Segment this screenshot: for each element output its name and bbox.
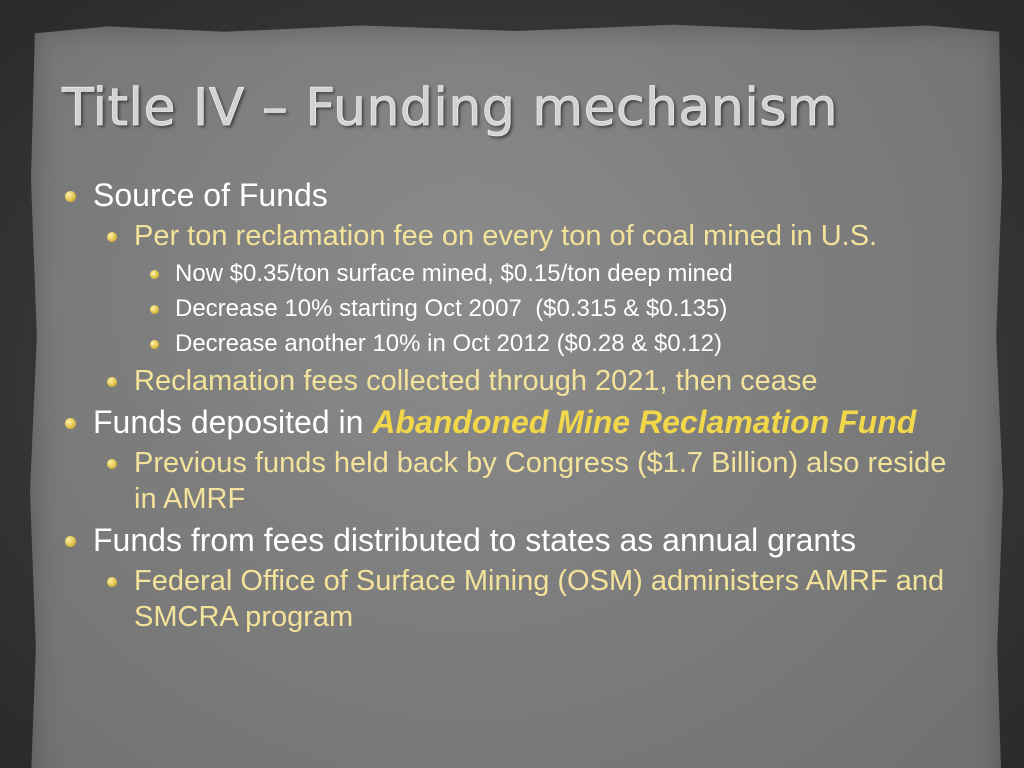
list-item-decrease-2007	[60, 294, 960, 324]
slide-title: Title IV – Funding mechanism	[62, 78, 839, 138]
list-item-text: Per ton reclamation fee on every ton of coal mined in U.S.	[134, 220, 878, 252]
list-item-fees-cease	[60, 363, 960, 399]
list-item-per-ton-fee	[60, 218, 960, 254]
bullet-icon	[107, 377, 117, 387]
list-item-text: Funds from fees distributed to states as annual grants	[93, 522, 857, 558]
list-item-text: Source of Funds	[93, 177, 328, 213]
bullet-icon	[150, 305, 159, 314]
bullet-icon	[150, 340, 159, 349]
fund-name-emphasis: Abandoned Mine Reclamation Fund	[372, 404, 917, 440]
list-item-source-of-funds	[60, 176, 960, 214]
bullet-icon	[107, 577, 117, 587]
list-item-text: Funds deposited in	[93, 404, 373, 440]
bullet-icon	[65, 191, 76, 202]
bullet-icon	[65, 536, 76, 547]
list-item-text: Now $0.35/ton surface mined, $0.15/ton deep mined	[175, 260, 733, 287]
list-item-current-rate	[60, 259, 960, 289]
list-item-text: Decrease another 10% in Oct 2012 ($0.28 & $0.12)	[175, 330, 723, 357]
list-item-text: Federal Office of Surface Mining (OSM) administers AMRF and SMCRA program	[134, 565, 945, 633]
list-item-funds-deposited	[60, 403, 960, 441]
bullet-icon	[150, 270, 159, 279]
list-item-text: Decrease 10% starting Oct 2007 ($0.315 & $0.135)	[175, 295, 728, 322]
list-item-text: Reclamation fees collected through 2021, then cease	[134, 365, 818, 397]
list-item-grants	[60, 521, 960, 559]
bullet-icon	[107, 232, 117, 242]
bullet-list	[60, 172, 960, 635]
list-item-osm	[60, 563, 960, 635]
list-item-previous-funds	[60, 445, 960, 517]
list-item-decrease-2012	[60, 329, 960, 359]
bullet-icon	[107, 459, 117, 469]
list-item-text: Previous funds held back by Congress ($1.7 Billion) also reside in AMRF	[134, 447, 947, 515]
bullet-icon	[65, 418, 76, 429]
